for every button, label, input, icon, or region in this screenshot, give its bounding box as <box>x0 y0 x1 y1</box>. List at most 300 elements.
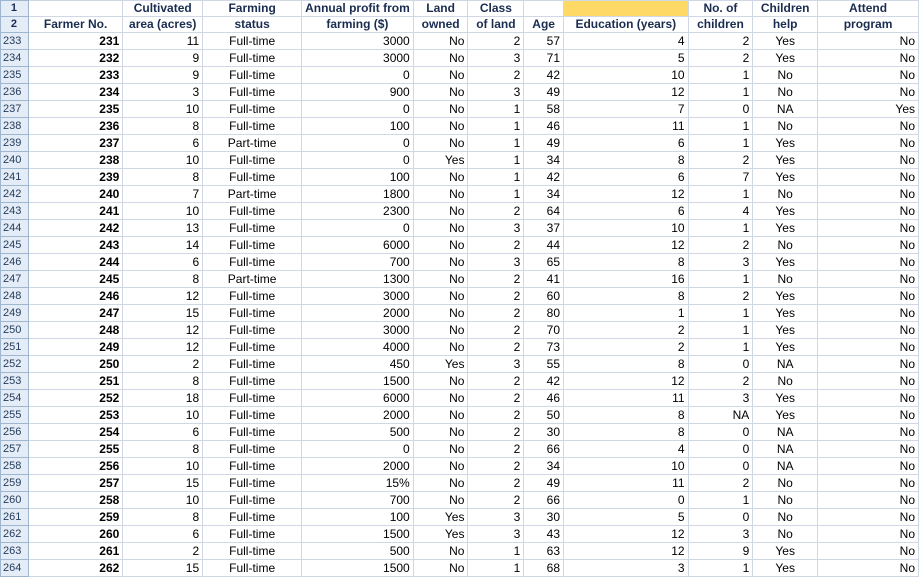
farmer-no-cell[interactable]: 238 <box>28 152 122 169</box>
class-of-land-cell[interactable]: 1 <box>468 135 524 152</box>
children-count-cell[interactable]: 0 <box>688 356 753 373</box>
children-help-cell[interactable]: NA <box>753 101 818 118</box>
annual-profit-cell[interactable]: 0 <box>302 220 414 237</box>
children-help-cell[interactable]: Yes <box>753 50 818 67</box>
class-of-land-cell[interactable]: 2 <box>468 441 524 458</box>
farming-status-cell[interactable]: Full-time <box>203 356 302 373</box>
farmer-no-cell[interactable]: 254 <box>28 424 122 441</box>
farming-status-cell[interactable]: Full-time <box>203 492 302 509</box>
education-cell[interactable]: 10 <box>564 458 689 475</box>
annual-profit-cell[interactable]: 1300 <box>302 271 414 288</box>
age-cell[interactable]: 70 <box>524 322 564 339</box>
land-owned-cell[interactable]: No <box>413 543 468 560</box>
row-header[interactable]: 259 <box>1 475 29 492</box>
farming-status-cell[interactable]: Full-time <box>203 560 302 577</box>
farmer-no-cell[interactable]: 240 <box>28 186 122 203</box>
farming-status-cell[interactable]: Full-time <box>203 33 302 50</box>
cultivated-area-cell[interactable]: 12 <box>123 339 203 356</box>
farming-status-cell[interactable]: Full-time <box>203 84 302 101</box>
cultivated-area-cell[interactable]: 15 <box>123 475 203 492</box>
education-cell[interactable]: 4 <box>564 441 689 458</box>
row-header[interactable]: 241 <box>1 169 29 186</box>
row-header[interactable]: 261 <box>1 509 29 526</box>
land-owned-cell[interactable]: No <box>413 254 468 271</box>
education-cell[interactable]: 2 <box>564 322 689 339</box>
education-cell[interactable]: 11 <box>564 390 689 407</box>
children-help-cell[interactable]: Yes <box>753 407 818 424</box>
attend-program-cell[interactable]: No <box>818 492 919 509</box>
age-cell[interactable]: 57 <box>524 33 564 50</box>
row-header[interactable]: 234 <box>1 50 29 67</box>
cultivated-area-cell[interactable]: 2 <box>123 356 203 373</box>
farming-status-cell[interactable]: Full-time <box>203 152 302 169</box>
attend-program-cell[interactable]: No <box>818 407 919 424</box>
cultivated-area-cell[interactable]: 6 <box>123 526 203 543</box>
farming-status-cell[interactable]: Part-time <box>203 186 302 203</box>
column-header-age[interactable] <box>524 1 564 17</box>
farming-status-cell[interactable]: Full-time <box>203 526 302 543</box>
children-count-cell[interactable]: 7 <box>688 169 753 186</box>
land-owned-cell[interactable]: No <box>413 305 468 322</box>
education-cell[interactable]: 10 <box>564 67 689 84</box>
children-help-cell[interactable]: Yes <box>753 560 818 577</box>
annual-profit-cell[interactable]: 100 <box>302 169 414 186</box>
children-help-cell[interactable]: Yes <box>753 339 818 356</box>
class-of-land-cell[interactable]: 3 <box>468 254 524 271</box>
age-cell[interactable]: 80 <box>524 305 564 322</box>
children-help-cell[interactable]: No <box>753 186 818 203</box>
attend-program-cell[interactable]: No <box>818 543 919 560</box>
education-cell[interactable]: 3 <box>564 560 689 577</box>
cultivated-area-cell[interactable]: 10 <box>123 203 203 220</box>
row-header[interactable]: 239 <box>1 135 29 152</box>
education-cell[interactable]: 11 <box>564 118 689 135</box>
education-cell[interactable]: 12 <box>564 526 689 543</box>
age-cell[interactable]: 49 <box>524 135 564 152</box>
education-cell[interactable]: 0 <box>564 492 689 509</box>
children-help-cell[interactable]: No <box>753 84 818 101</box>
education-cell[interactable]: 11 <box>564 475 689 492</box>
farmer-no-cell[interactable]: 251 <box>28 373 122 390</box>
annual-profit-cell[interactable]: 1500 <box>302 526 414 543</box>
column-header-children-count[interactable]: No. of <box>688 1 753 17</box>
land-owned-cell[interactable]: No <box>413 169 468 186</box>
land-owned-cell[interactable]: No <box>413 322 468 339</box>
column-header-annual-profit[interactable]: farming ($) <box>302 17 414 33</box>
class-of-land-cell[interactable]: 2 <box>468 33 524 50</box>
land-owned-cell[interactable]: No <box>413 101 468 118</box>
row-header[interactable]: 236 <box>1 84 29 101</box>
annual-profit-cell[interactable]: 100 <box>302 118 414 135</box>
age-cell[interactable]: 34 <box>524 186 564 203</box>
cultivated-area-cell[interactable]: 8 <box>123 441 203 458</box>
children-help-cell[interactable]: No <box>753 118 818 135</box>
children-count-cell[interactable]: 1 <box>688 492 753 509</box>
land-owned-cell[interactable]: No <box>413 373 468 390</box>
farmer-no-cell[interactable]: 247 <box>28 305 122 322</box>
class-of-land-cell[interactable]: 2 <box>468 237 524 254</box>
land-owned-cell[interactable]: No <box>413 220 468 237</box>
farmer-no-cell[interactable]: 249 <box>28 339 122 356</box>
farmer-no-cell[interactable]: 259 <box>28 509 122 526</box>
cultivated-area-cell[interactable]: 9 <box>123 67 203 84</box>
row-header[interactable]: 238 <box>1 118 29 135</box>
attend-program-cell[interactable]: No <box>818 254 919 271</box>
class-of-land-cell[interactable]: 2 <box>468 424 524 441</box>
column-header-class-of-land[interactable]: Class <box>468 1 524 17</box>
education-cell[interactable]: 5 <box>564 509 689 526</box>
cultivated-area-cell[interactable]: 10 <box>123 492 203 509</box>
children-help-cell[interactable]: Yes <box>753 254 818 271</box>
column-header-cultivated-area[interactable]: area (acres) <box>123 17 203 33</box>
attend-program-cell[interactable]: No <box>818 237 919 254</box>
class-of-land-cell[interactable]: 2 <box>468 305 524 322</box>
attend-program-cell[interactable]: No <box>818 526 919 543</box>
row-header[interactable]: 240 <box>1 152 29 169</box>
farming-status-cell[interactable]: Full-time <box>203 339 302 356</box>
cultivated-area-cell[interactable]: 8 <box>123 509 203 526</box>
row-header[interactable]: 244 <box>1 220 29 237</box>
land-owned-cell[interactable]: No <box>413 441 468 458</box>
land-owned-cell[interactable]: Yes <box>413 509 468 526</box>
education-cell[interactable]: 12 <box>564 186 689 203</box>
annual-profit-cell[interactable]: 1800 <box>302 186 414 203</box>
annual-profit-cell[interactable]: 900 <box>302 84 414 101</box>
land-owned-cell[interactable]: Yes <box>413 356 468 373</box>
annual-profit-cell[interactable]: 2000 <box>302 458 414 475</box>
cultivated-area-cell[interactable]: 14 <box>123 237 203 254</box>
row-header[interactable]: 237 <box>1 101 29 118</box>
cultivated-area-cell[interactable]: 9 <box>123 50 203 67</box>
class-of-land-cell[interactable]: 2 <box>468 458 524 475</box>
farming-status-cell[interactable]: Full-time <box>203 305 302 322</box>
cultivated-area-cell[interactable]: 6 <box>123 254 203 271</box>
education-cell[interactable]: 12 <box>564 543 689 560</box>
annual-profit-cell[interactable]: 2000 <box>302 407 414 424</box>
children-count-cell[interactable]: 1 <box>688 84 753 101</box>
farming-status-cell[interactable]: Full-time <box>203 458 302 475</box>
cultivated-area-cell[interactable]: 8 <box>123 271 203 288</box>
children-count-cell[interactable]: 2 <box>688 50 753 67</box>
children-help-cell[interactable]: Yes <box>753 152 818 169</box>
education-cell[interactable]: 6 <box>564 135 689 152</box>
age-cell[interactable]: 41 <box>524 271 564 288</box>
attend-program-cell[interactable]: No <box>818 135 919 152</box>
farmer-no-cell[interactable]: 262 <box>28 560 122 577</box>
age-cell[interactable]: 63 <box>524 543 564 560</box>
education-cell[interactable]: 8 <box>564 254 689 271</box>
children-count-cell[interactable]: 2 <box>688 33 753 50</box>
children-help-cell[interactable]: Yes <box>753 305 818 322</box>
children-help-cell[interactable]: NA <box>753 441 818 458</box>
age-cell[interactable]: 34 <box>524 152 564 169</box>
children-help-cell[interactable]: No <box>753 509 818 526</box>
education-cell[interactable]: 8 <box>564 288 689 305</box>
row-number[interactable]: 2 <box>1 17 29 33</box>
land-owned-cell[interactable]: No <box>413 475 468 492</box>
farmer-no-cell[interactable]: 248 <box>28 322 122 339</box>
children-help-cell[interactable]: Yes <box>753 322 818 339</box>
education-cell[interactable]: 10 <box>564 220 689 237</box>
education-cell[interactable]: 1 <box>564 305 689 322</box>
age-cell[interactable]: 60 <box>524 288 564 305</box>
class-of-land-cell[interactable]: 3 <box>468 220 524 237</box>
farmer-no-cell[interactable]: 250 <box>28 356 122 373</box>
attend-program-cell[interactable]: No <box>818 373 919 390</box>
farmer-no-cell[interactable]: 255 <box>28 441 122 458</box>
farmer-no-cell[interactable]: 253 <box>28 407 122 424</box>
children-count-cell[interactable]: 2 <box>688 152 753 169</box>
annual-profit-cell[interactable]: 0 <box>302 135 414 152</box>
children-help-cell[interactable]: NA <box>753 356 818 373</box>
education-cell[interactable]: 16 <box>564 271 689 288</box>
attend-program-cell[interactable]: No <box>818 50 919 67</box>
age-cell[interactable]: 66 <box>524 492 564 509</box>
education-cell[interactable]: 12 <box>564 237 689 254</box>
farming-status-cell[interactable]: Full-time <box>203 322 302 339</box>
age-cell[interactable]: 34 <box>524 458 564 475</box>
children-count-cell[interactable]: 1 <box>688 339 753 356</box>
cultivated-area-cell[interactable]: 12 <box>123 288 203 305</box>
class-of-land-cell[interactable]: 2 <box>468 373 524 390</box>
children-help-cell[interactable]: No <box>753 67 818 84</box>
row-header[interactable]: 235 <box>1 67 29 84</box>
children-count-cell[interactable]: 1 <box>688 135 753 152</box>
farming-status-cell[interactable]: Full-time <box>203 390 302 407</box>
farmer-no-cell[interactable]: 246 <box>28 288 122 305</box>
attend-program-cell[interactable]: No <box>818 288 919 305</box>
class-of-land-cell[interactable]: 2 <box>468 390 524 407</box>
land-owned-cell[interactable]: No <box>413 458 468 475</box>
column-header-class-of-land[interactable]: of land <box>468 17 524 33</box>
farming-status-cell[interactable]: Part-time <box>203 271 302 288</box>
farmer-no-cell[interactable]: 242 <box>28 220 122 237</box>
column-header-farming-status[interactable]: Farming <box>203 1 302 17</box>
farming-status-cell[interactable]: Full-time <box>203 441 302 458</box>
column-header-education[interactable] <box>564 1 689 17</box>
land-owned-cell[interactable]: No <box>413 339 468 356</box>
row-header[interactable]: 245 <box>1 237 29 254</box>
cultivated-area-cell[interactable]: 3 <box>123 84 203 101</box>
education-cell[interactable]: 2 <box>564 339 689 356</box>
farmer-no-cell[interactable]: 237 <box>28 135 122 152</box>
farmer-no-cell[interactable]: 256 <box>28 458 122 475</box>
row-header[interactable]: 262 <box>1 526 29 543</box>
cultivated-area-cell[interactable]: 6 <box>123 424 203 441</box>
farming-status-cell[interactable]: Full-time <box>203 237 302 254</box>
cultivated-area-cell[interactable]: 6 <box>123 135 203 152</box>
land-owned-cell[interactable]: No <box>413 186 468 203</box>
annual-profit-cell[interactable]: 1500 <box>302 373 414 390</box>
children-help-cell[interactable]: No <box>753 237 818 254</box>
age-cell[interactable]: 46 <box>524 118 564 135</box>
farmer-no-cell[interactable]: 243 <box>28 237 122 254</box>
land-owned-cell[interactable]: No <box>413 50 468 67</box>
education-cell[interactable]: 8 <box>564 152 689 169</box>
attend-program-cell[interactable]: No <box>818 33 919 50</box>
annual-profit-cell[interactable]: 0 <box>302 101 414 118</box>
age-cell[interactable]: 55 <box>524 356 564 373</box>
row-header[interactable]: 242 <box>1 186 29 203</box>
cultivated-area-cell[interactable]: 12 <box>123 322 203 339</box>
cultivated-area-cell[interactable]: 13 <box>123 220 203 237</box>
children-help-cell[interactable]: Yes <box>753 33 818 50</box>
class-of-land-cell[interactable]: 3 <box>468 526 524 543</box>
children-count-cell[interactable]: 1 <box>688 271 753 288</box>
cultivated-area-cell[interactable]: 2 <box>123 543 203 560</box>
farming-status-cell[interactable]: Full-time <box>203 169 302 186</box>
education-cell[interactable]: 6 <box>564 169 689 186</box>
land-owned-cell[interactable]: No <box>413 118 468 135</box>
attend-program-cell[interactable]: No <box>818 475 919 492</box>
attend-program-cell[interactable]: No <box>818 220 919 237</box>
column-header-attend-program[interactable]: program <box>818 17 919 33</box>
annual-profit-cell[interactable]: 100 <box>302 509 414 526</box>
land-owned-cell[interactable]: No <box>413 84 468 101</box>
attend-program-cell[interactable]: No <box>818 322 919 339</box>
age-cell[interactable]: 44 <box>524 237 564 254</box>
children-count-cell[interactable]: 3 <box>688 254 753 271</box>
farmer-no-cell[interactable]: 245 <box>28 271 122 288</box>
children-count-cell[interactable]: 1 <box>688 560 753 577</box>
children-count-cell[interactable]: 1 <box>688 305 753 322</box>
annual-profit-cell[interactable]: 2300 <box>302 203 414 220</box>
age-cell[interactable]: 30 <box>524 424 564 441</box>
annual-profit-cell[interactable]: 500 <box>302 424 414 441</box>
children-help-cell[interactable]: NA <box>753 424 818 441</box>
land-owned-cell[interactable]: No <box>413 390 468 407</box>
farmer-no-cell[interactable]: 258 <box>28 492 122 509</box>
class-of-land-cell[interactable]: 3 <box>468 509 524 526</box>
education-cell[interactable]: 5 <box>564 50 689 67</box>
class-of-land-cell[interactable]: 2 <box>468 492 524 509</box>
education-cell[interactable]: 12 <box>564 373 689 390</box>
class-of-land-cell[interactable]: 2 <box>468 288 524 305</box>
attend-program-cell[interactable]: No <box>818 118 919 135</box>
age-cell[interactable]: 66 <box>524 441 564 458</box>
children-count-cell[interactable]: 0 <box>688 509 753 526</box>
attend-program-cell[interactable]: No <box>818 271 919 288</box>
farming-status-cell[interactable]: Full-time <box>203 67 302 84</box>
age-cell[interactable]: 65 <box>524 254 564 271</box>
farming-status-cell[interactable]: Full-time <box>203 203 302 220</box>
children-count-cell[interactable]: 2 <box>688 237 753 254</box>
column-header-children-help[interactable]: help <box>753 17 818 33</box>
annual-profit-cell[interactable]: 450 <box>302 356 414 373</box>
column-header-education[interactable]: Education (years) <box>564 17 689 33</box>
row-header[interactable]: 247 <box>1 271 29 288</box>
children-help-cell[interactable]: No <box>753 373 818 390</box>
age-cell[interactable]: 46 <box>524 390 564 407</box>
class-of-land-cell[interactable]: 1 <box>468 560 524 577</box>
annual-profit-cell[interactable]: 6000 <box>302 237 414 254</box>
children-help-cell[interactable]: Yes <box>753 203 818 220</box>
children-count-cell[interactable]: 9 <box>688 543 753 560</box>
children-help-cell[interactable]: No <box>753 475 818 492</box>
children-help-cell[interactable]: No <box>753 526 818 543</box>
children-count-cell[interactable]: 2 <box>688 288 753 305</box>
class-of-land-cell[interactable]: 1 <box>468 152 524 169</box>
children-count-cell[interactable]: 4 <box>688 203 753 220</box>
children-help-cell[interactable]: No <box>753 271 818 288</box>
cultivated-area-cell[interactable]: 8 <box>123 373 203 390</box>
land-owned-cell[interactable]: Yes <box>413 526 468 543</box>
land-owned-cell[interactable]: No <box>413 67 468 84</box>
column-header-farmer-no[interactable] <box>28 1 122 17</box>
row-header[interactable]: 258 <box>1 458 29 475</box>
class-of-land-cell[interactable]: 1 <box>468 169 524 186</box>
row-header[interactable]: 253 <box>1 373 29 390</box>
land-owned-cell[interactable]: No <box>413 560 468 577</box>
annual-profit-cell[interactable]: 700 <box>302 254 414 271</box>
children-count-cell[interactable]: 0 <box>688 458 753 475</box>
row-header[interactable]: 260 <box>1 492 29 509</box>
attend-program-cell[interactable]: No <box>818 424 919 441</box>
row-header[interactable]: 243 <box>1 203 29 220</box>
age-cell[interactable]: 37 <box>524 220 564 237</box>
farming-status-cell[interactable]: Part-time <box>203 135 302 152</box>
row-header[interactable]: 250 <box>1 322 29 339</box>
land-owned-cell[interactable]: No <box>413 288 468 305</box>
column-header-farming-status[interactable]: status <box>203 17 302 33</box>
cultivated-area-cell[interactable]: 7 <box>123 186 203 203</box>
children-count-cell[interactable]: 3 <box>688 526 753 543</box>
attend-program-cell[interactable]: No <box>818 441 919 458</box>
annual-profit-cell[interactable]: 0 <box>302 152 414 169</box>
farmer-no-cell[interactable]: 232 <box>28 50 122 67</box>
farmer-no-cell[interactable]: 233 <box>28 67 122 84</box>
cultivated-area-cell[interactable]: 11 <box>123 33 203 50</box>
attend-program-cell[interactable]: No <box>818 560 919 577</box>
farming-status-cell[interactable]: Full-time <box>203 220 302 237</box>
row-header[interactable]: 263 <box>1 543 29 560</box>
attend-program-cell[interactable]: No <box>818 186 919 203</box>
column-header-age[interactable]: Age <box>524 17 564 33</box>
row-header[interactable]: 256 <box>1 424 29 441</box>
cultivated-area-cell[interactable]: 10 <box>123 458 203 475</box>
children-count-cell[interactable]: 0 <box>688 424 753 441</box>
attend-program-cell[interactable]: No <box>818 84 919 101</box>
class-of-land-cell[interactable]: 1 <box>468 186 524 203</box>
farming-status-cell[interactable]: Full-time <box>203 475 302 492</box>
age-cell[interactable]: 50 <box>524 407 564 424</box>
annual-profit-cell[interactable]: 1500 <box>302 560 414 577</box>
annual-profit-cell[interactable]: 4000 <box>302 339 414 356</box>
row-header[interactable]: 249 <box>1 305 29 322</box>
class-of-land-cell[interactable]: 1 <box>468 543 524 560</box>
farming-status-cell[interactable]: Full-time <box>203 543 302 560</box>
age-cell[interactable]: 30 <box>524 509 564 526</box>
children-count-cell[interactable]: 2 <box>688 475 753 492</box>
cultivated-area-cell[interactable]: 15 <box>123 305 203 322</box>
children-help-cell[interactable]: NA <box>753 458 818 475</box>
annual-profit-cell[interactable]: 3000 <box>302 288 414 305</box>
row-header[interactable]: 233 <box>1 33 29 50</box>
age-cell[interactable]: 68 <box>524 560 564 577</box>
age-cell[interactable]: 43 <box>524 526 564 543</box>
farmer-no-cell[interactable]: 257 <box>28 475 122 492</box>
children-count-cell[interactable]: 3 <box>688 390 753 407</box>
column-header-children-count[interactable]: children <box>688 17 753 33</box>
children-count-cell[interactable]: 0 <box>688 441 753 458</box>
land-owned-cell[interactable]: No <box>413 407 468 424</box>
education-cell[interactable]: 12 <box>564 84 689 101</box>
class-of-land-cell[interactable]: 2 <box>468 339 524 356</box>
class-of-land-cell[interactable]: 3 <box>468 356 524 373</box>
children-help-cell[interactable]: Yes <box>753 390 818 407</box>
column-header-children-help[interactable]: Children <box>753 1 818 17</box>
children-count-cell[interactable]: 1 <box>688 322 753 339</box>
